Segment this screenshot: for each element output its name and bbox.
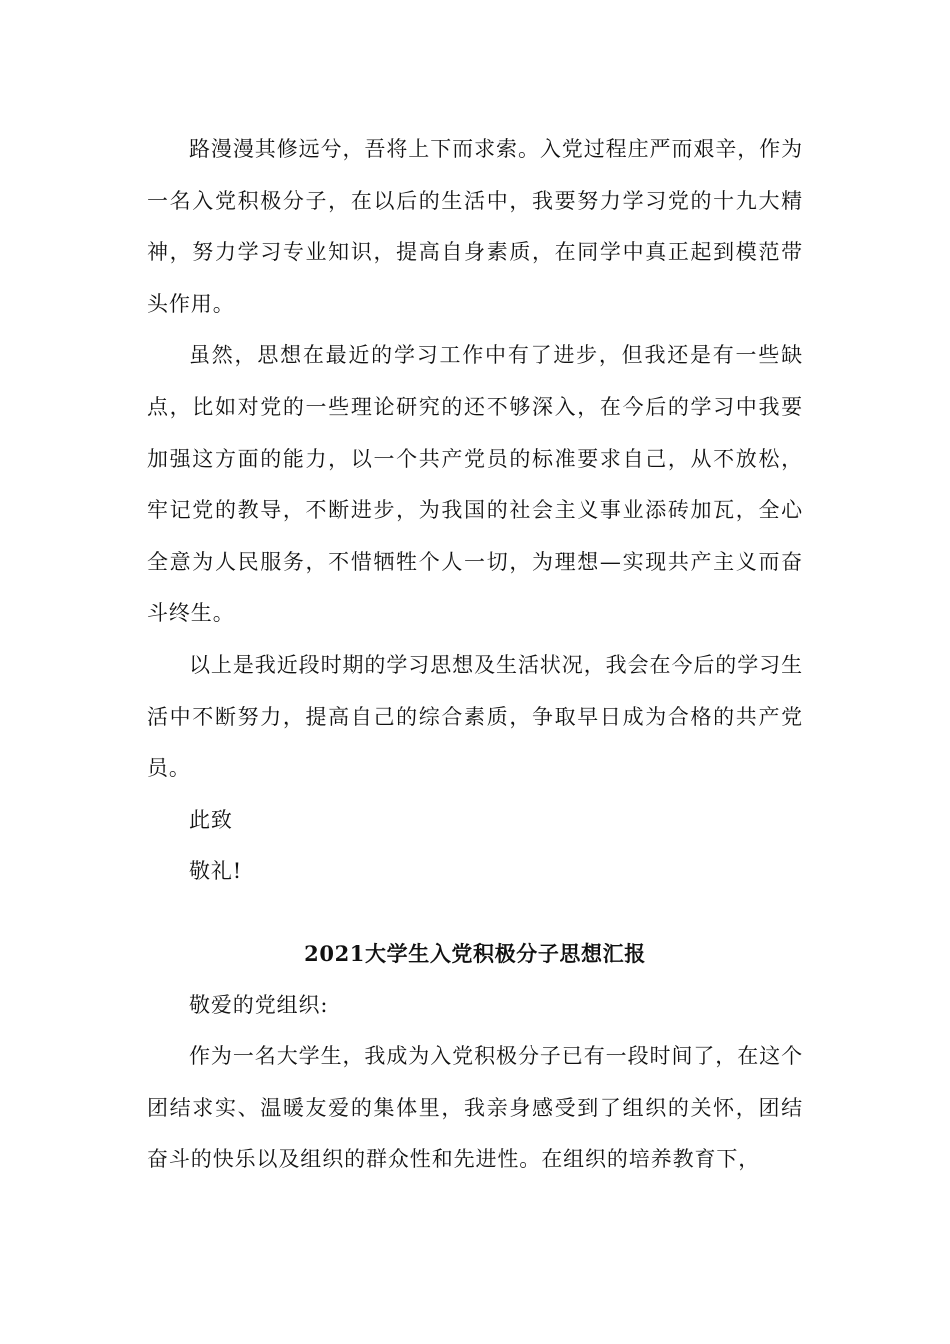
paragraph-4: 作为一名大学生，我成为入党积极分子已有一段时间了，在这个团结求实、温暖友爱的集体里，我亲身感受到了组织的关怀，团结奋斗的快乐以及组织的群众性和先进性。在组织的培养教育下， (147, 1044, 803, 1172)
paragraph-3: 以上是我近段时期的学习思想及生活状况，我会在今后的学习生活中不断努力，提高自己的综合素质，争取早日成为合格的共产党员。 (147, 652, 803, 781)
salutation: 敬爱的党组织: (189, 992, 329, 1017)
document-body (147, 124, 803, 1186)
closing-line-1: 此致 (189, 807, 233, 832)
paragraph-1: 路漫漫其修远兮，吾将上下而求索。入党过程庄严而艰辛，作为一名入党积极分子，在以后的生活中，我要努力学习党的十九大精神，努力学习专业知识，提高自身素质，在同学中真正起到模范带头作用。 (147, 137, 803, 316)
closing-line-2: 敬礼! (189, 859, 243, 884)
section-heading: 2021大学生入党积极分子思想汇报 (304, 940, 646, 966)
paragraph-2: 虽然，思想在最近的学习工作中有了进步，但我还是有一些缺点，比如对党的一些理论研究的还不够深入，在今后的学习中我要加强这方面的能力，以一个共产党员的标准要求自己，从不放松，牢记党的教导，不断进步，为我国的社会主义事业添砖加瓦，全心全意为人民服务，不惜牺牲个人一切，为理想—实现共产主义而奋斗终生。 (147, 343, 803, 626)
